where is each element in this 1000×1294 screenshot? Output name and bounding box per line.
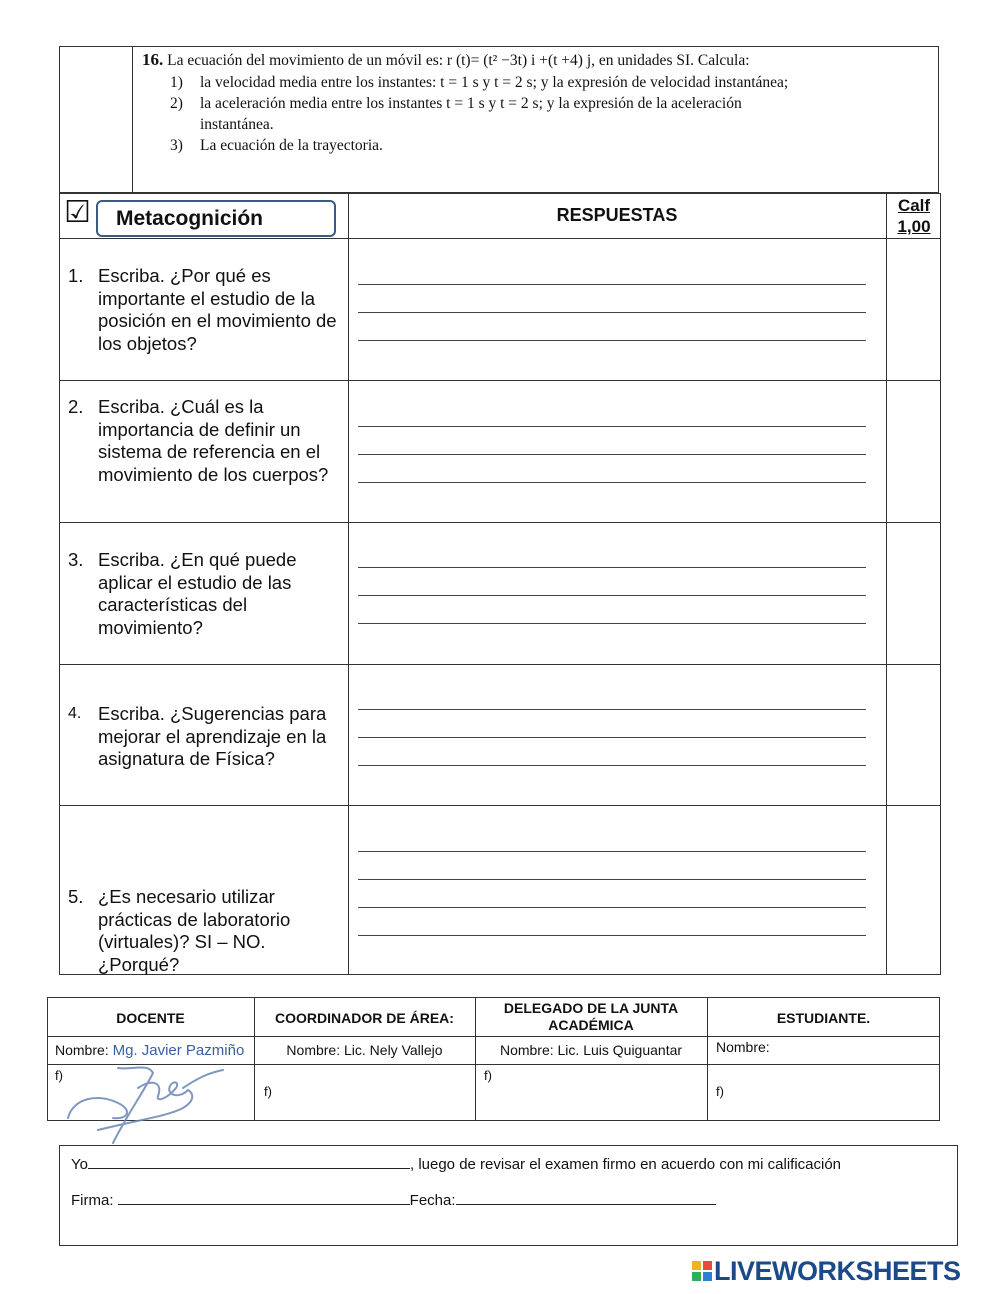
- answer-line[interactable]: [358, 340, 866, 341]
- header-coordinador: COORDINADOR DE ÁREA:: [275, 1010, 454, 1026]
- fecha-blank[interactable]: [456, 1190, 716, 1205]
- f-label-coordinador: f): [264, 1084, 272, 1099]
- col-divider-answers: [348, 193, 349, 975]
- col-divider-grade: [886, 193, 887, 975]
- name-blank[interactable]: [88, 1154, 410, 1169]
- logo-square: [692, 1261, 701, 1270]
- logo-square: [703, 1261, 712, 1270]
- question-number: 2.: [68, 396, 84, 417]
- logo-square: [703, 1272, 712, 1281]
- row-divider: [59, 380, 941, 381]
- signature-stroke: [113, 1067, 153, 1143]
- row-divider: [59, 664, 941, 665]
- agreement-statement: , luego de revisar el examen firmo en acuerdo con mi calificación: [409, 1156, 842, 1173]
- problem-item-3: [170, 135, 930, 156]
- agreement-yo-label: Yo: [71, 1156, 88, 1173]
- sig-row-divider: [47, 1036, 940, 1037]
- problem-item-text: instantánea.: [200, 116, 274, 133]
- agreement-line-2: [71, 1190, 716, 1209]
- answer-line[interactable]: [358, 907, 866, 908]
- answer-line[interactable]: [358, 567, 866, 568]
- problem-item-1: [170, 72, 930, 93]
- header-estudiante: ESTUDIANTE.: [776, 1010, 871, 1026]
- problem-item-number: 1): [170, 74, 183, 91]
- answer-line[interactable]: [358, 851, 866, 852]
- problem-text: La ecuación del movimiento de un móvil es: r (t)= (t² −3t) i +(t +4) j, en unidades SI. Calcula:: [167, 52, 750, 69]
- docente-name: Mg. Javier Pazmiño: [112, 1042, 245, 1059]
- answers-header: RESPUESTAS: [556, 205, 678, 225]
- problem-number: 16.: [142, 50, 164, 69]
- grade-header-value: 1,00: [897, 217, 931, 236]
- grade-header: [887, 195, 941, 237]
- signature-stroke: [68, 1098, 127, 1118]
- answer-line[interactable]: [358, 879, 866, 880]
- question-text: Escriba. ¿Sugerencias para mejorar el aprendizaje en la asignatura de Física?: [98, 703, 327, 769]
- answer-line[interactable]: [358, 312, 866, 313]
- signature-stroke: [183, 1070, 223, 1088]
- answer-line[interactable]: [358, 482, 866, 483]
- question-text: Escriba. ¿En qué puede aplicar el estudio de las características del movimiento?: [98, 549, 297, 638]
- firma-blank[interactable]: [118, 1190, 410, 1205]
- question-number: 5.: [68, 886, 84, 907]
- signature-stroke: [138, 1082, 188, 1099]
- problem-item-text: la aceleración media entre los instantes t = 1 s y t = 2 s; y la expresión de la aceleración: [200, 95, 742, 112]
- answer-line[interactable]: [358, 454, 866, 455]
- f-label-estudiante[interactable]: f): [716, 1084, 724, 1099]
- answer-line[interactable]: [358, 426, 866, 427]
- header-delegado: DELEGADO DE LA JUNTA ACADÉMICA: [503, 1000, 679, 1033]
- logo-square: [692, 1272, 701, 1281]
- question-number: 1.: [68, 265, 84, 286]
- question-text: Escriba. ¿Cuál es la importancia de definir un sistema de referencia en el movimiento de los cuerpos?: [98, 396, 329, 485]
- answer-line[interactable]: [358, 623, 866, 624]
- answer-line[interactable]: [358, 709, 866, 710]
- f-label-delegado: f): [484, 1068, 492, 1083]
- estudiante-name[interactable]: Nombre:: [716, 1039, 770, 1055]
- liveworksheets-logo: [692, 1258, 961, 1284]
- problem-item-number: 2): [170, 95, 183, 112]
- check-icon: ☑: [64, 195, 91, 230]
- firma-label: Firma:: [71, 1192, 114, 1209]
- question-text: ¿Es necesario utilizar prácticas de laboratorio (virtuales)? SI – NO. ¿Porqué?: [98, 886, 291, 975]
- answer-line[interactable]: [358, 595, 866, 596]
- agreement-line-1: [71, 1154, 841, 1173]
- header-docente: DOCENTE: [116, 1010, 185, 1026]
- problem-statement: [142, 49, 932, 71]
- row-divider: [59, 805, 941, 806]
- name-prefix: Nombre:: [55, 1042, 109, 1058]
- problem-item-text: La ecuación de la trayectoria.: [200, 137, 383, 154]
- problem-item-2: [170, 93, 930, 114]
- problem-left-divider: [132, 46, 133, 193]
- docente-name-cell: [55, 1042, 244, 1059]
- liveworksheets-icon: [692, 1261, 712, 1281]
- fecha-label: Fecha:: [409, 1192, 456, 1209]
- f-label-docente: f): [55, 1068, 63, 1083]
- sig-col-divider: [475, 997, 476, 1121]
- question-text: Escriba. ¿Por qué es importante el estudio de la posición en el movimiento de los objetos?: [98, 265, 337, 354]
- grade-header-label: Calf: [897, 196, 931, 215]
- answer-line[interactable]: [358, 737, 866, 738]
- answer-line[interactable]: [358, 284, 866, 285]
- coordinador-name: Nombre: Lic. Nely Vallejo: [286, 1042, 443, 1058]
- row-divider: [59, 522, 941, 523]
- answer-line[interactable]: [358, 935, 866, 936]
- problem-item-text: la velocidad media entre los instantes: t = 1 s y t = 2 s; y la expresión de velocidad instantánea;: [200, 74, 789, 91]
- answer-line[interactable]: [358, 765, 866, 766]
- problem-item-2-continued: [200, 114, 274, 135]
- metacognition-label: Metacognición: [96, 200, 336, 237]
- docente-signature: [58, 1058, 248, 1148]
- problem-item-number: 3): [170, 137, 183, 154]
- delegado-name: Nombre: Lic. Luis Quiguantar: [499, 1042, 683, 1058]
- row-divider: [59, 238, 941, 239]
- liveworksheets-wordmark: LIVEWORKSHEETS: [714, 1256, 961, 1286]
- question-number: 4.: [68, 705, 82, 722]
- question-number: 3.: [68, 549, 84, 570]
